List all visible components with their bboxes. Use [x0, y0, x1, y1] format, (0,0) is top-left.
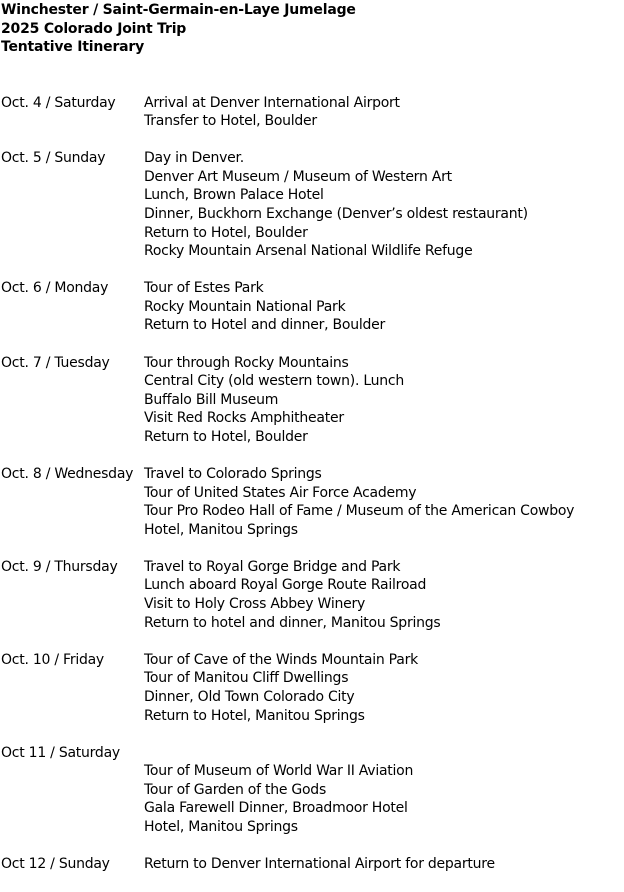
- day-date-label: Oct. 10 / Friday: [1, 651, 104, 668]
- header-title-jumelage: Winchester / Saint-Germain-en-Laye Jumelage: [1, 2, 356, 18]
- day-activity-list: [144, 94, 623, 131]
- activity-item: Gala Farewell Dinner, Broadmoor Hotel: [144, 800, 408, 817]
- activity-item: Arrival at Denver International Airport: [144, 94, 400, 111]
- activity-item: Buffalo Bill Museum: [144, 391, 279, 408]
- itinerary-day: [1, 558, 623, 632]
- activity-item: Return to Denver International Airport for departure: [144, 856, 495, 873]
- activity-item: Denver Art Museum / Museum of Western Art: [144, 168, 452, 185]
- activity-item: Central City (old western town). Lunch: [144, 373, 404, 390]
- activity-item: Dinner, Buckhorn Exchange (Denver’s oldest restaurant): [144, 205, 528, 222]
- day-activity-list: [144, 465, 623, 539]
- day-date-label: Oct. 7 / Tuesday: [1, 354, 110, 371]
- activity-item: Dinner, Old Town Colorado City: [144, 688, 355, 705]
- itinerary-day: [1, 94, 623, 131]
- activity-item: Return to Hotel and dinner, Boulder: [144, 317, 385, 334]
- day-date-label: Oct. 8 / Wednesday: [1, 466, 134, 482]
- activity-item: Return to Hotel, Manitou Springs: [144, 707, 365, 724]
- activity-item: Lunch, Brown Palace Hotel: [144, 187, 324, 204]
- activity-item: Lunch aboard Royal Gorge Route Railroad: [144, 577, 427, 594]
- activity-item: Day in Denver.: [144, 150, 244, 167]
- itinerary-day: [1, 651, 623, 725]
- activity-spacer: [144, 744, 623, 763]
- day-activity-list: [144, 354, 623, 447]
- activity-item: Transfer to Hotel, Boulder: [144, 113, 317, 130]
- day-date-label: Oct 11 / Saturday: [1, 744, 120, 761]
- activity-item: Visit to Holy Cross Abbey Winery: [144, 596, 365, 613]
- activity-item: Tour of Garden of the Gods: [144, 781, 326, 798]
- itinerary-day: [1, 279, 623, 335]
- itinerary-day: [1, 465, 623, 539]
- header-itinerary-label: Tentative Itinerary: [1, 39, 145, 55]
- activity-item: Return to Hotel, Boulder: [144, 428, 308, 445]
- day-date-label: Oct. 4 / Saturday: [1, 94, 116, 111]
- day-activity-list: [144, 558, 623, 632]
- itinerary-day: [1, 354, 623, 447]
- activity-item: Rocky Mountain Arsenal National Wildlife Refuge: [144, 243, 473, 260]
- activity-item: Travel to Colorado Springs: [144, 466, 322, 482]
- activity-item: Tour of Cave of the Winds Mountain Park: [144, 651, 418, 668]
- itinerary-document: [1, 1, 623, 892]
- day-activity-list: [144, 744, 623, 837]
- document-header: [1, 1, 623, 57]
- itinerary-day: [1, 855, 623, 874]
- day-activity-list: [144, 149, 623, 261]
- activity-item: Tour Pro Rodeo Hall of Fame / Museum of the American Cowboy: [144, 503, 575, 520]
- itinerary-day: [1, 744, 623, 837]
- day-date-label: Oct. 5 / Sunday: [1, 150, 106, 167]
- activity-item: Tour of Museum of World War II Aviation: [144, 763, 414, 780]
- activity-item: Hotel, Manitou Springs: [144, 819, 298, 835]
- day-activity-list: [144, 855, 623, 874]
- activity-item: Hotel, Manitou Springs: [144, 521, 298, 538]
- day-activity-list: [144, 651, 623, 725]
- day-activity-list: [144, 279, 623, 335]
- activity-item: Tour through Rocky Mountains: [144, 354, 349, 371]
- activity-item: Travel to Royal Gorge Bridge and Park: [144, 558, 401, 575]
- activity-item: Visit Red Rocks Amphitheater: [144, 410, 344, 427]
- activity-item: Rocky Mountain National Park: [144, 298, 346, 315]
- activity-item: Return to hotel and dinner, Manitou Springs: [144, 614, 441, 631]
- activity-item: Tour of Manitou Cliff Dwellings: [144, 670, 349, 687]
- day-date-label: Oct. 9 / Thursday: [1, 558, 118, 575]
- itinerary-list: [1, 94, 623, 874]
- activity-item: Tour of Estes Park: [144, 280, 264, 297]
- activity-item: Tour of United States Air Force Academy: [144, 484, 417, 501]
- activity-item: Return to Hotel, Boulder: [144, 224, 308, 241]
- day-date-label: Oct 12 / Sunday: [1, 856, 110, 873]
- itinerary-day: [1, 149, 623, 261]
- day-date-label: Oct. 6 / Monday: [1, 280, 109, 297]
- header-trip-name: 2025 Colorado Joint Trip: [1, 20, 187, 37]
